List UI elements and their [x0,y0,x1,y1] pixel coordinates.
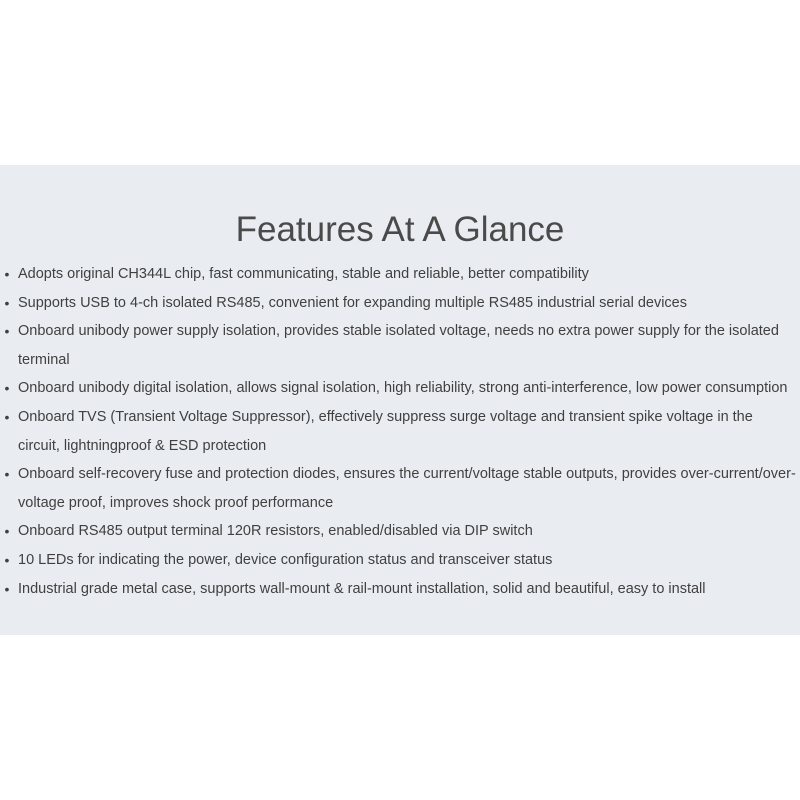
feature-text: Onboard self-recovery fuse and protection diodes, ensures the current/voltage stable outputs, provides over-current/over-voltage proof, improves shock proof performance [18,466,796,511]
bullet-icon: • [4,380,10,397]
page-title: Features At A Glance [235,210,565,249]
list-item [0,460,800,517]
feature-list [0,260,800,603]
list-item [0,374,800,403]
list-item [0,317,800,374]
bullet-icon: • [4,466,10,483]
list-item [0,289,800,318]
feature-text: Industrial grade metal case, supports wall-mount & rail-mount installation, solid and beautiful, easy to install [18,580,706,597]
feature-text: 10 LEDs for indicating the power, device configuration status and transceiver status [18,551,553,568]
feature-text: Onboard RS485 output terminal 120R resistors, enabled/disabled via DIP switch [18,523,533,540]
list-item [0,546,800,575]
feature-text: Supports USB to 4-ch isolated RS485, convenient for expanding multiple RS485 industrial serial devices [18,294,687,311]
list-item [0,403,800,460]
feature-text: Onboard TVS (Transient Voltage Suppressor), effectively suppress surge voltage and transient spike voltage in the circuit, lightningproof & ESD protection [18,408,753,454]
bullet-icon: • [4,323,10,340]
feature-text: Adopts original CH344L chip, fast communicating, stable and reliable, better compatibility [18,266,589,282]
bullet-icon: • [4,551,10,568]
bullet-icon: • [4,408,10,425]
bullet-icon: • [4,580,10,597]
bullet-icon: • [4,266,10,282]
list-item [0,575,800,604]
bullet-icon: • [4,294,10,311]
list-item [0,260,800,289]
feature-text: Onboard unibody power supply isolation, provides stable isolated voltage, needs no extra power supply for the isolated terminal [18,323,779,368]
bullet-icon: • [4,523,10,540]
feature-text: Onboard unibody digital isolation, allows signal isolation, high reliability, strong anti-interference, low power consumption [18,380,788,397]
list-item [0,517,800,546]
